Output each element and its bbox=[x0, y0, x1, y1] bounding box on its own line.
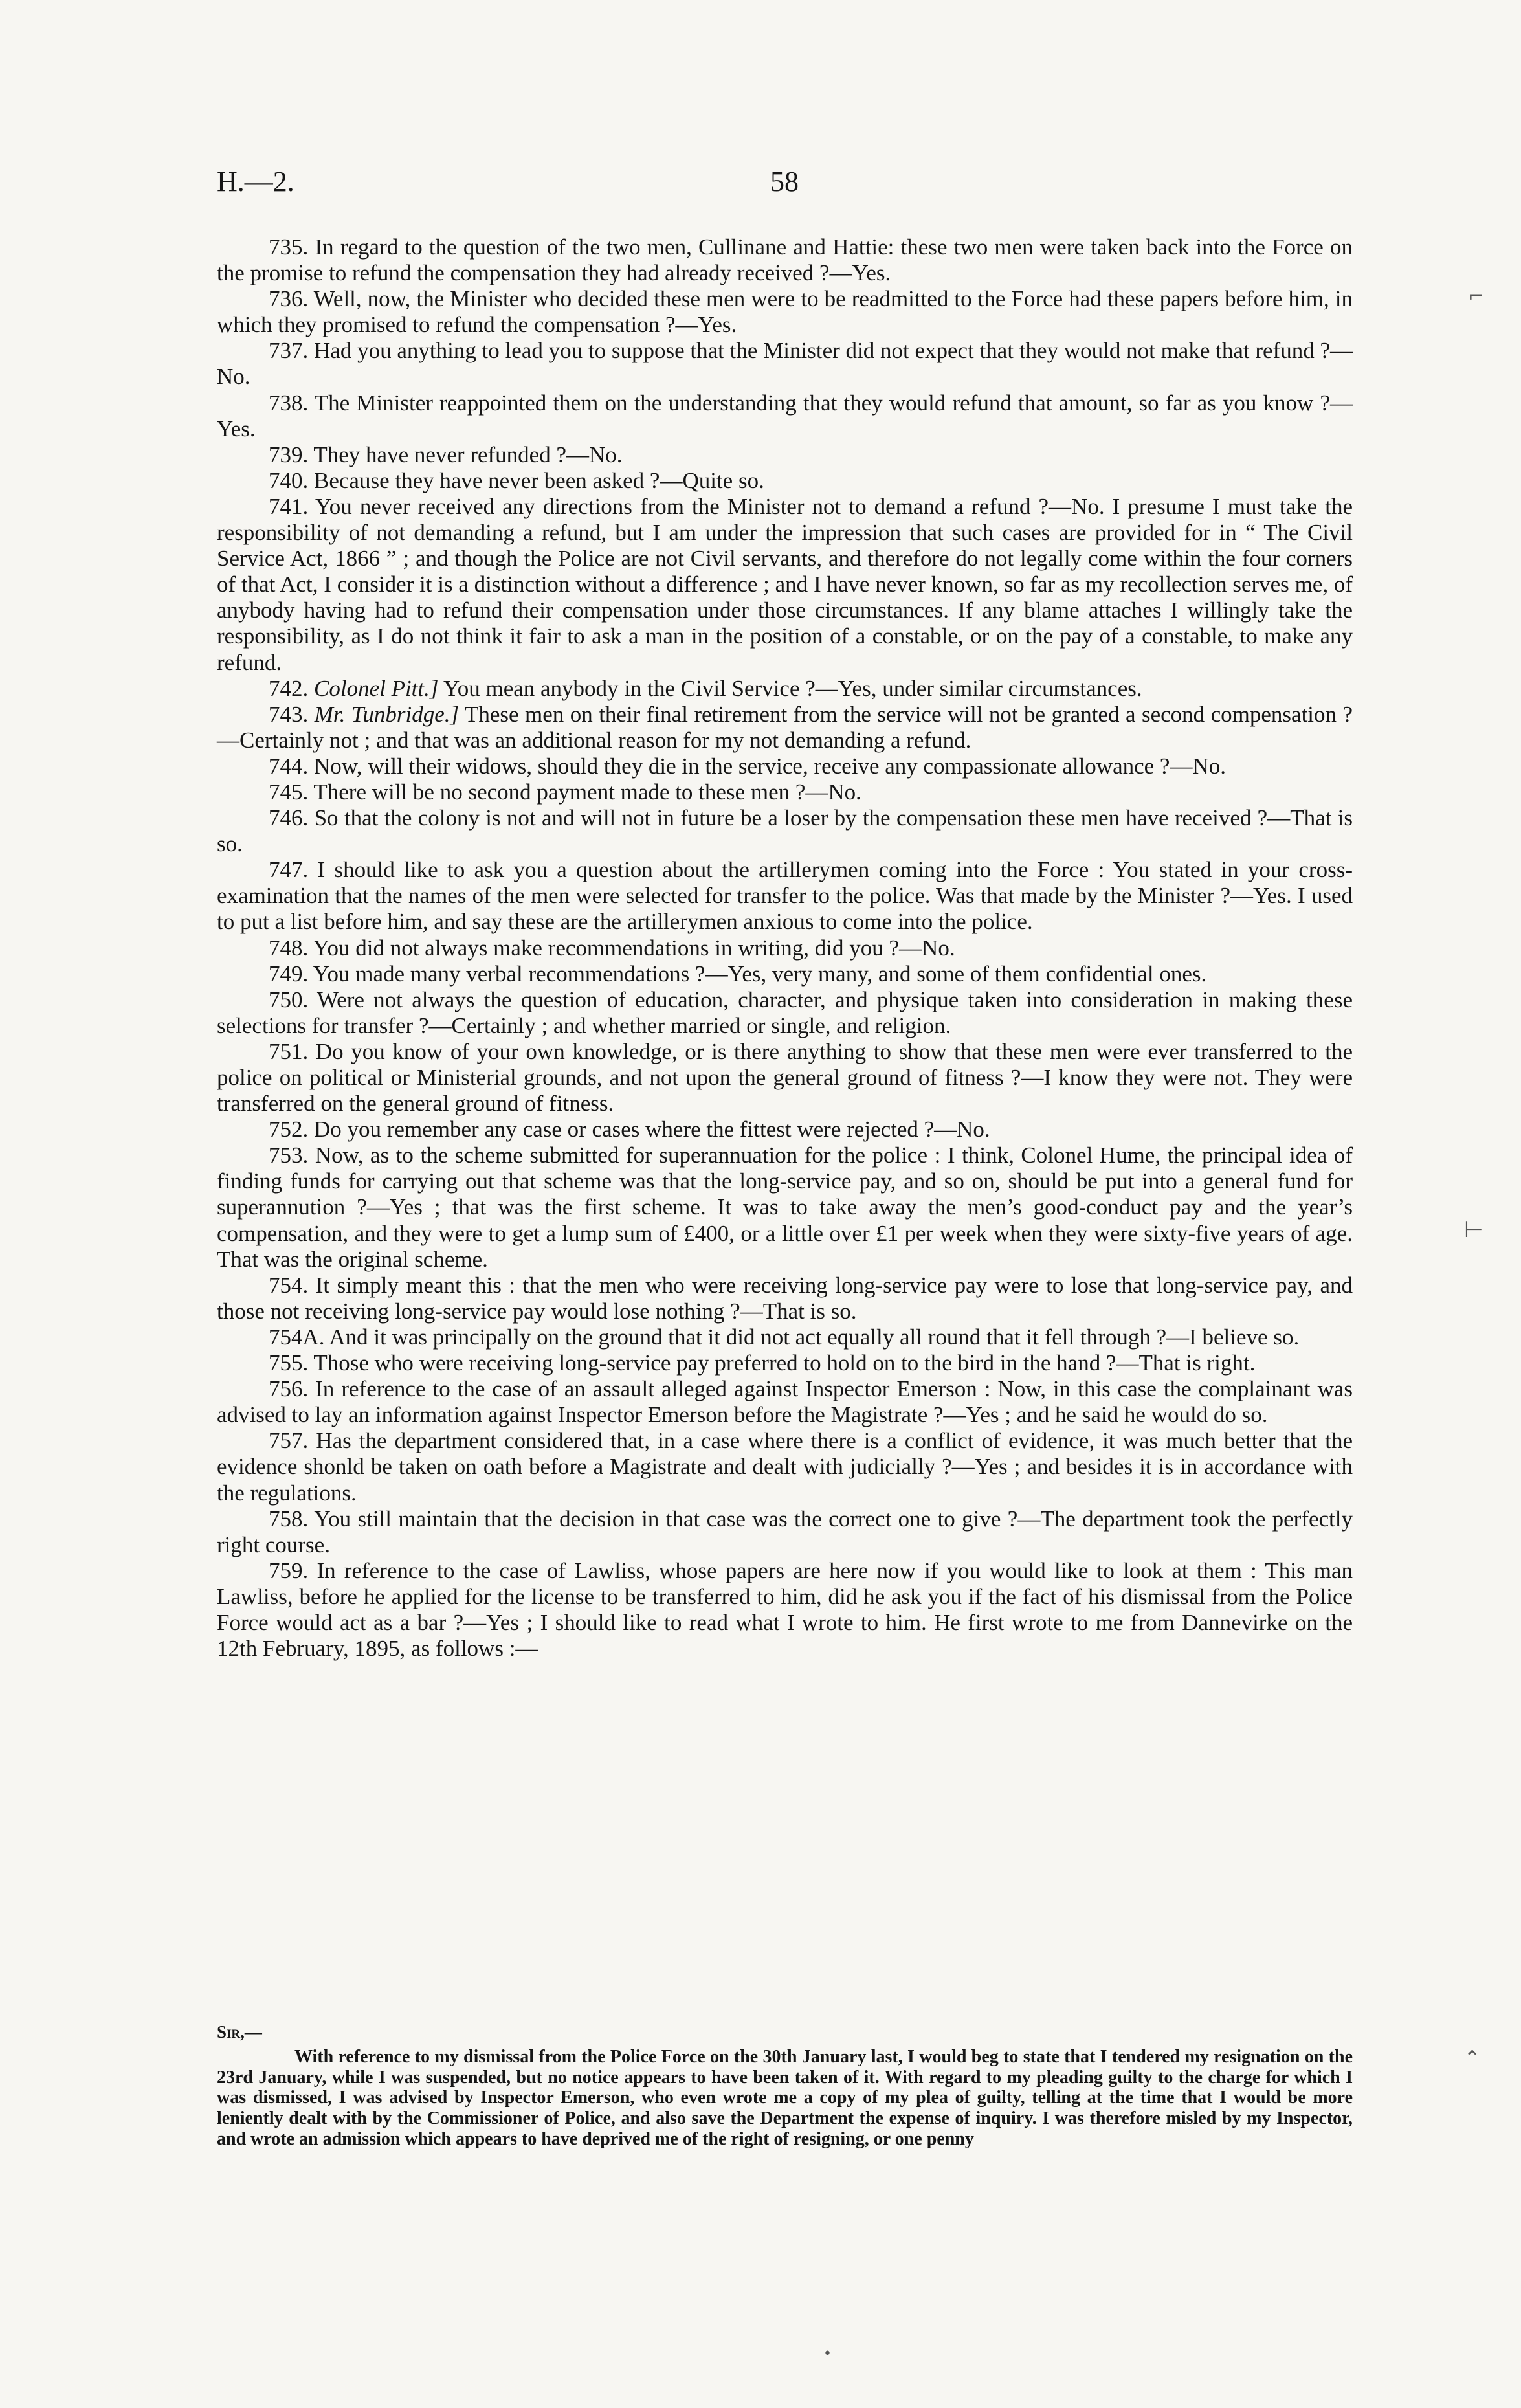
qa-paragraph bbox=[217, 676, 1353, 702]
paragraph-text: These men on their final retirement from the service will not be granted a second compensation ?—Certainly not ; and that was an additional reason for my not demanding a refund. bbox=[217, 701, 1353, 753]
speaker-label: Colonel Pitt.] bbox=[314, 675, 439, 701]
qa-paragraph bbox=[217, 1143, 1353, 1272]
paragraph-text: In reference to the case of Lawliss, whose papers are here now if you would like to look at them : This man Lawliss, before he applied for the license to be transferred to him, did he ask you if the fact of his dismissal from the Police Force would act as a bar ?—Yes ; I should like to read what I wrote to him. He first wrote to me from Dannevirke on the 12th February, 1895, as follows :— bbox=[217, 1557, 1353, 1662]
qa-paragraph bbox=[217, 1324, 1353, 1350]
paragraph-number: 746. bbox=[269, 805, 309, 831]
qa-paragraph bbox=[217, 987, 1353, 1039]
page-number: 58 bbox=[770, 166, 799, 197]
evidence-transcript bbox=[217, 234, 1353, 1662]
margin-mark: ⊢ bbox=[1464, 1217, 1483, 1243]
qa-paragraph bbox=[217, 961, 1353, 987]
qa-paragraph bbox=[217, 702, 1353, 753]
margin-mark: ⌃ bbox=[1464, 2047, 1481, 2069]
paragraph-number: 751. bbox=[269, 1038, 309, 1064]
qa-paragraph bbox=[217, 442, 1353, 468]
qa-paragraph bbox=[217, 494, 1353, 676]
paragraph-text: Had you anything to lead you to suppose that the Minister did not expect that they would not make that refund ?—No. bbox=[217, 338, 1353, 390]
paragraph-text: In reference to the case of an assault alleged against Inspector Emerson : Now, in this case the complainant was advised to lay an information against Inspector Emerson before the Magistrate ?—Yes ; and he said he would do so. bbox=[217, 1376, 1353, 1428]
paragraph-text: You did not always make recommendations in writing, did you ?—No. bbox=[313, 935, 955, 961]
qa-paragraph bbox=[217, 1273, 1353, 1324]
paragraph-text: Do you know of your own knowledge, or is there anything to show that these men were ever transferred to the police on political or Ministerial grounds, and not upon the general ground of fitness ?—I know they were not. They were transferred on the general ground of fitness. bbox=[217, 1038, 1353, 1117]
qa-paragraph bbox=[217, 805, 1353, 857]
paragraph-text: Those who were receiving long-service pay preferred to hold on to the bird in the hand ?—That is right. bbox=[313, 1350, 1256, 1376]
qa-paragraph bbox=[217, 1376, 1353, 1428]
paragraph-text: Because they have never been asked ?—Quite so. bbox=[314, 467, 764, 493]
speaker-label: Mr. Tunbridge.] bbox=[314, 701, 460, 727]
paragraph-number: 755. bbox=[269, 1350, 309, 1376]
qa-paragraph bbox=[217, 234, 1353, 286]
paragraph-number: 752. bbox=[269, 1117, 309, 1143]
paragraph-text: They have never refunded ?—No. bbox=[313, 441, 623, 467]
paragraph-number: 754A. bbox=[269, 1324, 325, 1350]
paragraph-text: In regard to the question of the two men, Cullinane and Hattie: these two men were taken back into the Force on the promise to refund the compensation they had already received ?—Yes. bbox=[217, 234, 1353, 286]
letter-salutation: Sir,— bbox=[217, 2022, 262, 2042]
paragraph-text: Now, as to the scheme submitted for superannuation for the police : I think, Colonel Hume, the principal idea of finding funds for carrying out that scheme was that the long-service pay, and so on, should be put into a general fund for superannution ?—Yes ; that was the first scheme. It was to take away the men’s good-conduct pay and the year’s compensation, and they were to get a lump sum of £400, or a little over £1 per week when they were sixty-five years of age. That was the original scheme. bbox=[217, 1143, 1353, 1272]
paragraph-number: 754. bbox=[269, 1272, 309, 1298]
margin-mark: ⌐ bbox=[1468, 285, 1485, 307]
qa-paragraph bbox=[217, 1506, 1353, 1558]
paragraph-number: 738. bbox=[269, 390, 309, 416]
qa-paragraph bbox=[217, 338, 1353, 390]
paragraph-number: 735. bbox=[269, 234, 309, 260]
paragraph-text: There will be no second payment made to these men ?—No. bbox=[313, 779, 861, 805]
paragraph-number: 757. bbox=[269, 1428, 309, 1454]
qa-paragraph bbox=[217, 468, 1353, 494]
paragraph-number: 743. bbox=[269, 701, 309, 727]
paragraph-number: 744. bbox=[269, 753, 309, 779]
document-reference: H.—2. bbox=[217, 166, 294, 197]
qa-paragraph bbox=[217, 1039, 1353, 1117]
paragraph-number: 750. bbox=[269, 987, 309, 1012]
paragraph-number: 742. bbox=[269, 675, 309, 701]
paragraph-text: I should like to ask you a question about the artillerymen coming into the Force : You stated in your cross-examination that the names of the men were selected for transfer to the police. Was that made by the Minister ?—Yes. I used to put a list before him, and say these are the artillerymen anxious to come into the police. bbox=[217, 857, 1353, 935]
paragraph-number: 737. bbox=[269, 338, 309, 364]
paragraph-number: 748. bbox=[269, 935, 309, 961]
paragraph-number: 759. bbox=[269, 1557, 309, 1583]
paragraph-text: Were not always the question of education, character, and physique taken into consideration in making these selections for transfer ?—Certainly ; and whether married or single, and religion. bbox=[217, 987, 1353, 1038]
paragraph-text: You still maintain that the decision in that case was the correct one to give ?—The department took the perfectly right course. bbox=[217, 1506, 1353, 1557]
paragraph-number: 756. bbox=[269, 1376, 309, 1402]
page-header bbox=[217, 165, 1356, 210]
paragraph-number: 745. bbox=[269, 779, 309, 805]
qa-paragraph bbox=[217, 286, 1353, 338]
paragraph-text: You never received any directions from the Minister not to demand a refund ?—No. I presume I must take the responsibility of not demanding a refund, but I am under the impression that such cases are provided for in “ The Civil Service Act, 1866 ” ; and though the Police are not Civil servants, and therefore do not legally come within the four corners of that Act, I consider it is a distinction without a difference ; and I have never known, so far as my recollection serves me, of anybody having had to refund their compensation under those circumstances. If any blame attaches I willingly take the responsibility, as I do not think it fair to ask a man in the position of a constable, or on the pay of a constable, to make any refund. bbox=[217, 493, 1353, 675]
letter-body: With reference to my dismissal from the Police Force on the 30th January last, I would beg to state that I tendered my resignation on the 23rd January, while I was suspended, but no notice appears to have been taken of it. With regard to my pleading guilty to the charge for which I was dismissed, I was advised by Inspector Emerson, who even wrote me a copy of my plea of guilty, telling at the time that I would be more leniently dealt with by the Commissioner of Police, and also save the Department the expense of inquiry. I was therefore misled by my Inspector, and wrote an admission which appears to have deprived me of the right of resigning, or one penny bbox=[217, 2046, 1353, 2149]
paragraph-number: 736. bbox=[269, 286, 309, 312]
paragraph-text: So that the colony is not and will not in future be a loser by the compensation these men have received ?—That is so. bbox=[217, 805, 1353, 857]
paragraph-number: 749. bbox=[269, 961, 309, 987]
paragraph-text: You made many verbal recommendations ?—Yes, very many, and some of them confidential ones. bbox=[313, 961, 1207, 987]
qa-paragraph bbox=[217, 1428, 1353, 1506]
qa-paragraph bbox=[217, 935, 1353, 961]
qa-paragraph bbox=[217, 390, 1353, 442]
paragraph-number: 753. bbox=[269, 1143, 309, 1168]
paragraph-number: 739. bbox=[269, 441, 309, 467]
paragraph-number: 740. bbox=[269, 467, 309, 493]
paragraph-text: Well, now, the Minister who decided these men were to be readmitted to the Force had these papers before him, in which they promised to refund the compensation ?—Yes. bbox=[217, 286, 1353, 338]
paragraph-number: 741. bbox=[269, 493, 309, 519]
paragraph-text: Now, will their widows, should they die in the service, receive any compassionate allowance ?—No. bbox=[314, 753, 1226, 779]
paragraph-text: And it was principally on the ground that it did not act equally all round that it fell through ?—I believe so. bbox=[329, 1324, 1300, 1350]
qa-paragraph bbox=[217, 779, 1353, 805]
paragraph-text: You mean anybody in the Civil Service ?—Yes, under similar circumstances. bbox=[443, 675, 1142, 701]
qa-paragraph bbox=[217, 857, 1353, 935]
paragraph-number: 758. bbox=[269, 1506, 309, 1532]
quoted-letter bbox=[217, 2022, 1353, 2150]
qa-paragraph bbox=[217, 753, 1353, 779]
paragraph-text: It simply meant this : that the men who were receiving long-service pay were to lose that long-service pay, and those not receiving long-service pay would lose nothing ?—That is so. bbox=[217, 1272, 1353, 1324]
qa-paragraph bbox=[217, 1350, 1353, 1376]
qa-paragraph bbox=[217, 1117, 1353, 1143]
paragraph-text: Do you remember any case or cases where the fittest were rejected ?—No. bbox=[314, 1117, 990, 1143]
paragraph-text: The Minister reappointed them on the understanding that they would refund that amount, so far as you know ?—Yes. bbox=[217, 390, 1353, 441]
paragraph-text: Has the department considered that, in a case where there is a conflict of evidence, it was much better that the evidence shonld be taken on oath before a Magistrate and dealt with judicially ?—Yes ; and besides it is in accordance with the regulations. bbox=[217, 1428, 1353, 1506]
margin-mark: • bbox=[823, 2346, 832, 2362]
qa-paragraph bbox=[217, 1558, 1353, 1662]
paragraph-number: 747. bbox=[269, 857, 309, 883]
